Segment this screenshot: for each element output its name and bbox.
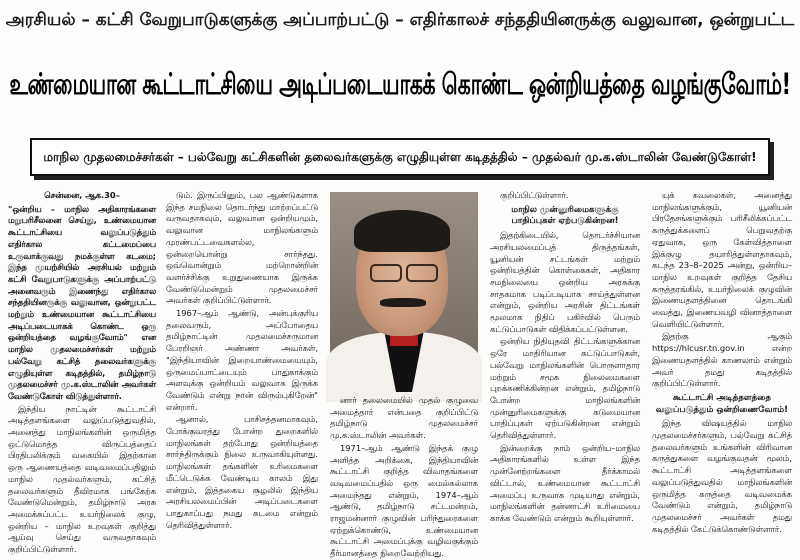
paragraph: யுக் கவலைகள், அனைத்து மாநிலங்களுக்கும், யூனியன் பிரதேசங்களுக்கும் பரிசீலிக்கப்பட்ட கருத்துக்களைப் பெறுவதற்கு ஏதுவாக, ஒரு கேள்வித்தாளை இக்குழு தயாரித்துள்ளதாகவும், கடந்த 23–8–2025 அன்று, ஒன்றிய–மாநில உறவுகள் குறித்த தேசிய கருத்தரங்கில், உயர்நிலைக் குழுவின் இணையதளத்தினை தொடங்கி வைத்து, இணையவழி வினாத்தாளை வெளியிட்டுள்ளார். (652, 190, 792, 329)
subheadline-box (30, 138, 770, 176)
paragraph: இதற்கு ஆகும் https://hlcusr.tn.gov.in என்ற இணையதளத்தில் காணலாம் என்றும் அவர் தமது கடிதத்தில் குறிப்பிட்டுள்ளார். (652, 331, 792, 389)
paragraph: இதற்கிடையில், தொடர்ச்சியான அரசியலமைப்புத் திருத்தங்கள், யூனியன் சட்டங்கள் மற்றும் ஒன்றியத்தின் கொள்கைகள், அதிகார சமநிலையை ஒன்றிய அரசுக்கு சாதகமாக படிப்படியாக சாய்த்துள்ளன என்றும், ஒன்றிய அரசின் திட்டங்கள் மூலமாக நிதிப் பகிர்வில் பெரும் கட்டுப்பாடுகள் விதிக்கப்பட்டுள்ளன. (490, 230, 640, 334)
paragraph: ஒன்றிய நிதியுதவி திட்டங்களுக்கான ஒரே மாதிரியான கட்டுப்பாடுகள், பல்வேறு மாநிலங்களின் பொருளாதார மற்றும் சமூக நிலைமைகளை புறக்கணிக்கின்றன என்றும், தமிழ்நாடு போன்ற மாநிலங்களின் முன்னுரிமைகளுக்கு கடுமையான பாதிப்புகள் ஏற்படுகின்றன என்றும் தெரிவித்துள்ளார். (490, 336, 640, 441)
article-column-4 (490, 190, 640, 522)
dateline: சென்னை, ஆக.30– (44, 190, 120, 200)
article-column-2 (166, 190, 318, 530)
paragraph: 1971–ஆம் ஆண்டு இந்தக் குழு அளித்த அறிக்கை, இந்தியாவின் கூட்டாட்சி குறித்த விவாதங்களை வடிவமைப்பதில் ஒரு மைல்கல்லாக அமைந்தது என்றும், 1974–ஆம் ஆண்டு, தமிழ்நாடு சட்டமன்றம், ராஜமன்னார் குழுவின் பரிந்துரைகளை ஏற்றுக்கொண்டு, உண்மையான கூட்டாட்சி அமைப்புக்கு வழிவகுக்கும் தீர்மானத்தை நிறைவேற்றியது. (330, 442, 478, 559)
section-subheading: கூட்டாட்சி அடித்தளத்தை வலுப்படுத்தும் ஒன்றிணைவோம்! (655, 392, 789, 415)
subheadline: மாநில முதலமைச்சர்கள் – பல்வேறு கட்சிகளின் தலைவர்களுக்கு எழுதியுள்ள கடிதத்தில் – முதல்வர் மு.க.ஸ்டாலின் வேண்டுகோள்! (43, 150, 757, 164)
section-subheading: மாநில முன்னுரிமைகளுக்கு பாதிப்புகள் ஏற்படுகின்றன! (511, 204, 619, 227)
lead-paragraph: "ஒன்றிய – மாநில அதிகாரங்களை மறுபரிசீலனை செய்து, உண்மையான கூட்டாட்சியை வலுப்படுத்தும் எதிர்கால கட்டமைப்பை உருவாக்குவது நமக்குள்ள கடமை; இந்த முயற்சியில் அரசியல் மற்றும் கட்சி வேறுபாடுகளுக்கு அப்பாற்பட்டு அனைவரும் இணைந்து எதிர்கால சந்ததியினருக்கு வலுவான, ஒன்றுபட்ட மற்றும் உண்மையான கூட்டாட்சியை அடிப்படையாகக் கொண்ட ஒரு ஒன்றியத்தை வழங்குவோம்" என மாநில முதலமைச்சர்கள் மற்றும் பல்வேறு கட்சித் தலைவர்களுக்கு எழுதியுள்ள கடிதத்தில், தமிழ்நாடு முதலமைச்சர் மு.க.ஸ்டாலின் அவர்கள் வேண்டுகோள் விடுத்துள்ளார். (8, 203, 156, 401)
paragraph: ஆனால், பாசிசத்தனமாகவும், போக்குவரத்து போன்ற துறைகளில் மாநிலங்கள் தற்போது ஒன்றியத்தை சார்ந்திருக்கும் நிலை உருவாகியுள்ளது. மாநிலங்கள் தங்களின் உரிமைகளை மீட்டெடுக்க வேண்டிய காலம் இது என்றும், இத்தகைய சூழலில் இந்திய அரசியலமைப்பின் அடிப்படைகளை பாதுகாப்பது நமது கடமை என்றும் தெரிவித்துள்ளார். (166, 414, 318, 530)
photo-mustache (380, 298, 426, 307)
main-headline: உண்மையான கூட்டாட்சியை அடிப்படையாகக் கொண்ட ஒன்றியத்தை வழங்குவோம்! (9, 66, 791, 102)
glasses-icon (370, 264, 402, 282)
article-column-1 (8, 190, 156, 555)
glasses-icon (406, 264, 438, 282)
paragraph: 1967–ஆம் ஆண்டு, அன்புக்குரிய தலைவரும், அப்போதைய தமிழ்நாட்டின் முதலமைச்சருமான பேரறிஞர் அண்ணா அவர்கள், "இந்தியாவின் இறையாண்மையையும், ஒருமைப்பாட்டையும் பாதுகாக்கும் அளவுக்கு ஒன்றியம் வலுவாக இருக்க வேண்டும் என்று நான் விரும்புகிறேன்" என்றார். (166, 308, 318, 412)
paragraph: டும். இருப்பினும், பல ஆண்டுகளாக இந்த சமநிலை தொடர்ந்து மாற்றப்பட்டு வருவதாகவும், வலுவான ஒன்றியமும், வலுவான மாநிலங்களும் முரண்பட்டவைகளல்ல, ஒன்றையொன்று சார்ந்தது. ஒவ்வொன்றும் மற்றொன்றின் வளர்ச்சிக்கு உறுதுணையாக இருக்க வேண்டுமென்றும் முதலமைச்சர் அவர்கள் குறிப்பிட்டுள்ளார். (166, 190, 318, 306)
paragraph: குறிப்பிட்டுள்ளார். (500, 190, 569, 200)
paragraph: இந்த விஷயத்தில் மாநில முதலமைச்சர்களும், பல்வேறு கட்சித் தலைவர்களும் உங்களின் விரிவான கருத்துகளை வழங்குவதன் மூலம், கூட்டாட்சி அடித்தளங்களை வலுப்படுத்துவதில் மாநிலங்களின் ஒருமித்த கருத்தை வடிவமைக்க வேண்டும் என்றும், தமிழ்நாடு முதலமைச்சர் அவர்கள் தமது கடிதத்தில் கேட்டுக்கொண்டுள்ளார். (652, 418, 792, 534)
paragraph: னார் தலைமையில் முதல் குழுவை அமைத்தார் என்பதை குறிப்பிட்டு தமிழ்நாடு முதலமைச்சர் மு.க.ஸ்டாலின் அவர்கள். (330, 395, 478, 441)
kicker-headline: அரசியல் – கட்சி வேறுபாடுகளுக்கு அப்பாற்பட்டு – எதிர்காலச் சந்ததியினருக்கு வலுவான, ஒன்றுபட்ட (5, 10, 795, 30)
article-column-5 (652, 190, 792, 534)
article-column-3 (330, 395, 478, 559)
chief-minister-photo (330, 192, 478, 392)
paragraph: இன்றைக்கு நாம் ஒன்றிய–மாநில அதிகாரங்களில் உள்ள இந்த முன்னேற்றங்களை தீர்க்காமல் விட்டால், உண்மையான கூட்டாட்சி அமைப்பு உருவாக முடியாது என்றும், மாநிலங்களின் தன்னாட்சி உரிமையை காக்க வேண்டும் என்றும் கூறியுள்ளார். (490, 442, 640, 523)
photo-hair (354, 210, 450, 252)
paragraph: இந்திய நாட்டின் கூட்டாட்சி அடித்தளங்களை வலுப்படுத்துவதில், அனைத்து மாநிலங்களின் ஒருமித்த ஒட்டுமொத்த விருப்பத்தைப் பிரதிபலிக்கும் வகையில் இதற்கான ஒரு ஆணையத்தை வடிவமைப்பதிலும் மாநில முதல்வர்களும், கட்சித் தலைவர்களும் தீவிரமாக பங்கேற்க வேண்டுமென்றும், தமிழ்நாடு அரசு அமைக்கப்பட்ட உயர்நிலைக் குழு, ஒன்றிய – மாநில உறவுகள் குறித்து ஆய்வு செய்து வருவதாகவும் குறிப்பிட்டுள்ளார். (8, 403, 156, 555)
